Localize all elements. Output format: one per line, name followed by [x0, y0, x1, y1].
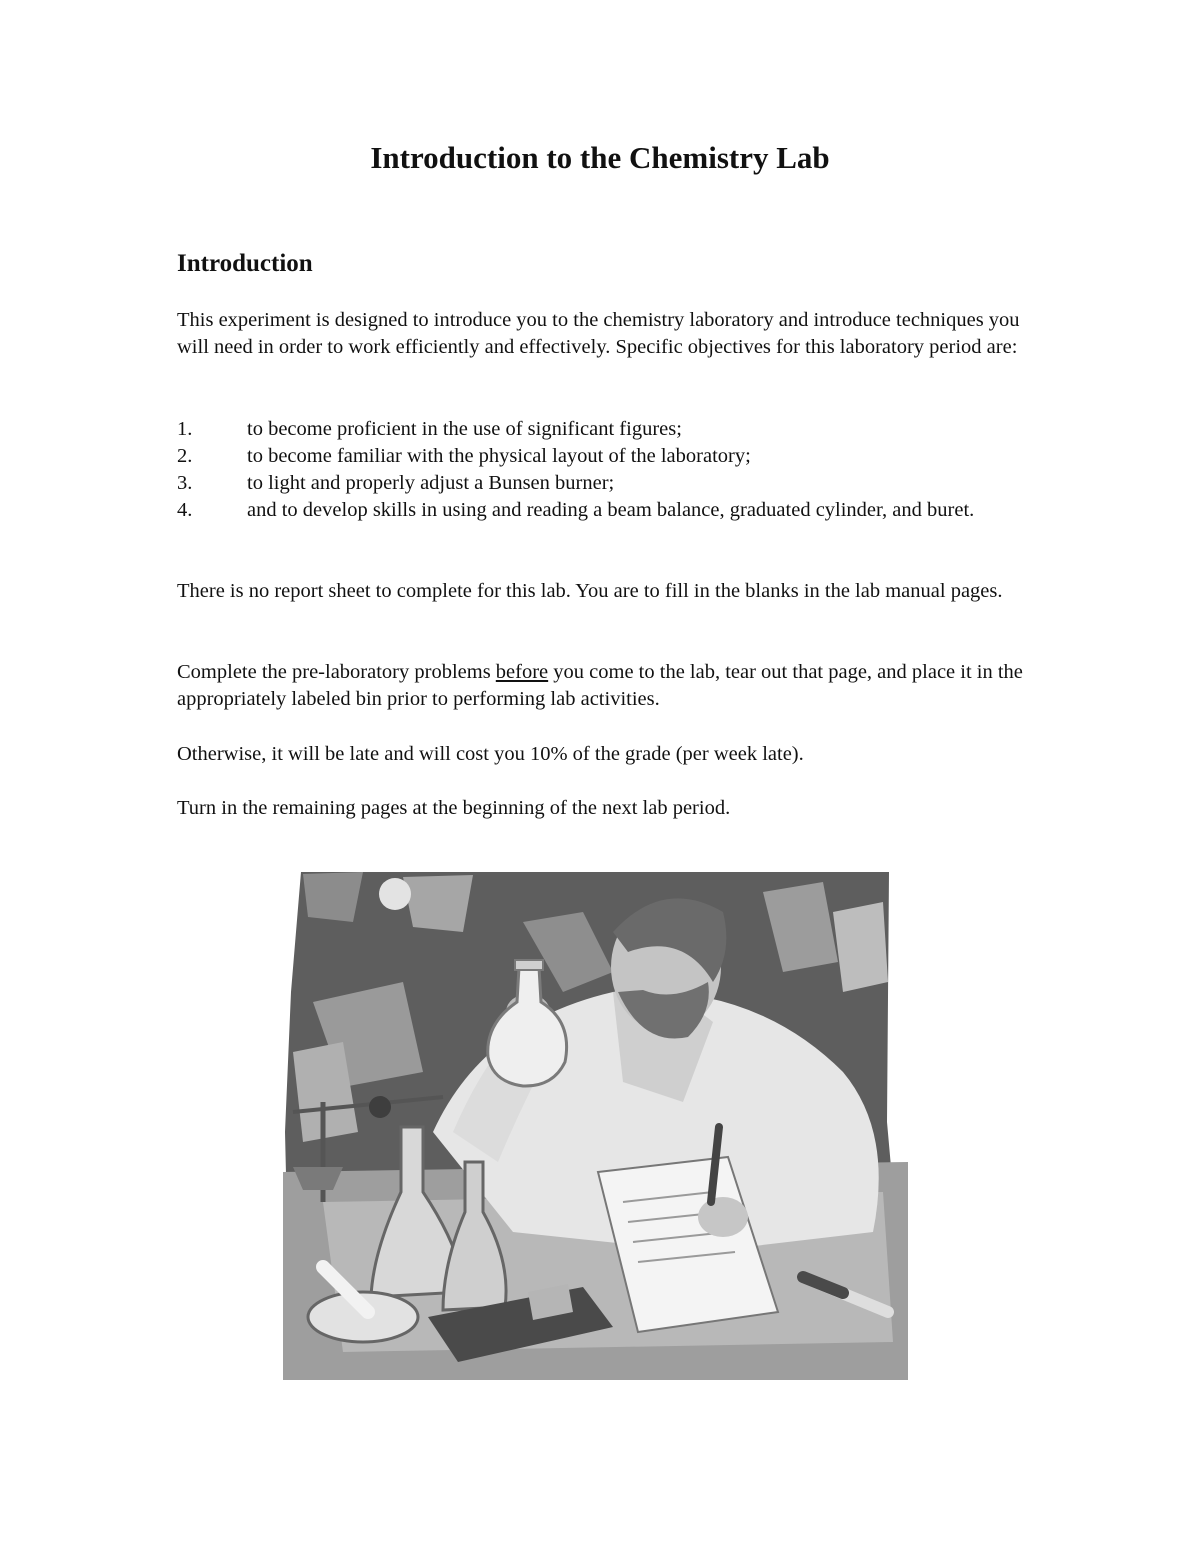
report-paragraph: There is no report sheet to complete for this lab. You are to fill in the blanks in the lab manual pages. — [177, 580, 1003, 602]
objective-text: to become familiar with the physical layout of the laboratory; — [247, 445, 751, 467]
objective-number: 4. — [177, 499, 193, 521]
late-paragraph: Otherwise, it will be late and will cost you 10% of the grade (per week late). — [177, 743, 804, 765]
prelab-text-end: you come to the lab, tear out that page, and place it in the appropriately labeled bin prior to performing lab activities. — [177, 661, 1023, 710]
section-heading-introduction: Introduction — [177, 250, 313, 277]
prelab-paragraph — [177, 659, 1037, 713]
intro-paragraph: This experiment is designed to introduce you to the chemistry laboratory and introduce techniques you will need in order to work efficiently and effectively. Specific objectives for this laboratory period are: — [177, 309, 1020, 358]
page-title: Introduction to the Chemistry Lab — [370, 140, 830, 175]
objective-text: to become proficient in the use of significant figures; — [247, 418, 682, 440]
turnin-paragraph: Turn in the remaining pages at the beginning of the next lab period. — [177, 797, 731, 819]
prelab-text-start: Complete the pre-laboratory problems — [177, 661, 496, 683]
objective-item — [177, 470, 1047, 497]
objective-item — [177, 497, 1047, 524]
objective-item — [177, 416, 1047, 443]
chemist-illustration — [283, 872, 908, 1380]
prelab-emphasis-before: before — [495, 661, 549, 683]
objective-number: 1. — [177, 418, 193, 440]
objectives-list — [177, 416, 1047, 524]
chemist-clipart-image — [283, 872, 908, 1380]
objective-number: 3. — [177, 472, 193, 494]
objective-item — [177, 443, 1047, 470]
objective-text: and to develop skills in using and reading a beam balance, graduated cylinder, and buret. — [247, 499, 975, 521]
objective-text: to light and properly adjust a Bunsen burner; — [247, 472, 615, 494]
objective-number: 2. — [177, 445, 193, 467]
